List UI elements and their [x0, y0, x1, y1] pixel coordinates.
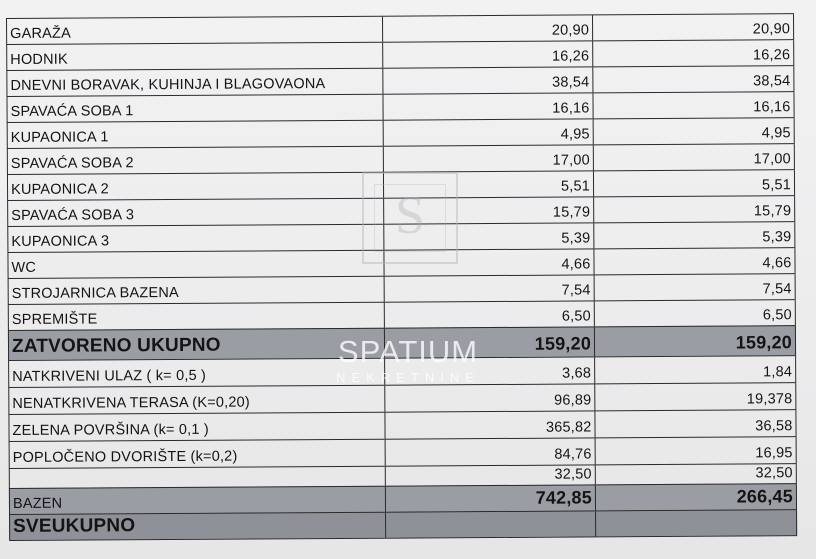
watermark-logo-letter: S: [394, 185, 426, 245]
area-value: 3,68: [384, 357, 594, 384]
area-value: 16,16: [382, 93, 592, 119]
weighted-area-value: 15,79: [593, 196, 795, 222]
weighted-area-value: 16,16: [592, 92, 794, 118]
watermark-title: SPATIUM: [337, 334, 479, 369]
weighted-area-value: 1,84: [594, 356, 796, 383]
grand-total-area-value: [385, 511, 595, 537]
weighted-area-value: 20,90: [592, 14, 794, 40]
area-value: 20,90: [382, 15, 592, 41]
watermark-subtitle: NEKRETNINE: [336, 370, 480, 385]
area-value: 365,82: [384, 411, 594, 438]
area-value: 17,00: [383, 145, 593, 171]
room-label: KUPAONICA 1: [7, 121, 383, 148]
weighted-area-value: 17,00: [593, 144, 795, 170]
room-label: NATKRIVENI ULAZ ( k= 0,5 ): [8, 359, 384, 387]
room-label: KUPAONICA 2: [7, 173, 383, 200]
area-value: 4,95: [383, 119, 593, 145]
room-label: HODNIK: [6, 43, 382, 70]
room-label: SPAVAĆA SOBA 3: [7, 199, 383, 226]
area-value: 84,76: [385, 438, 595, 465]
area-value: 38,54: [382, 67, 592, 93]
room-label: DNEVNI BORAVAK, KUHINJA I BLAGOVAONA: [6, 69, 382, 96]
subtotal-row: [8, 325, 796, 360]
area-value: 6,50: [384, 301, 594, 327]
weighted-area-value: 19,378: [594, 383, 796, 410]
room-label: ZELENA POVRŠINA (k= 0,1 ): [8, 413, 384, 441]
weighted-area-value: 5,39: [593, 222, 795, 248]
room-label: POPLOČENO DVORIŠTE (k=0,2): [9, 440, 385, 468]
room-label: SPREMIŠTE: [8, 303, 384, 330]
subtotal-area-value: 159,20: [384, 327, 594, 357]
weighted-area-value: 6,50: [594, 300, 796, 326]
subtotal-weighted-value: 159,20: [594, 326, 796, 356]
area-value: 5,51: [383, 171, 593, 197]
room-label: SPAVAĆA SOBA 1: [6, 95, 382, 122]
room-label: WC: [7, 251, 383, 278]
room-label: NENATKRIVENA TERASA (K=0,20): [8, 386, 384, 414]
weighted-area-value: 7,54: [594, 274, 796, 300]
weighted-area-value: 5,51: [593, 170, 795, 196]
area-value: 5,39: [383, 223, 593, 249]
area-value: 7,54: [384, 275, 594, 301]
grand-total-weighted-value: [595, 510, 797, 536]
weighted-area-value: 38,54: [592, 66, 794, 92]
room-label: [9, 467, 385, 488]
total-weighted-value: 266,45: [595, 484, 797, 510]
subtotal-label: ZATVORENO UKUPNO: [8, 329, 384, 360]
area-value: 96,89: [384, 384, 594, 411]
area-value: 16,26: [382, 41, 592, 67]
room-label: SPAVAĆA SOBA 2: [7, 147, 383, 174]
weighted-area-value: 36,58: [594, 410, 796, 437]
pool-label: BAZEN: [9, 487, 385, 514]
area-value: 15,79: [383, 197, 593, 223]
area-value: 32,50: [385, 465, 595, 485]
grand-total-label: SVEUKUPNO: [9, 513, 385, 540]
room-label: GARAŽA: [6, 17, 382, 44]
weighted-area-value: 4,95: [593, 118, 795, 144]
weighted-area-value: 16,26: [592, 40, 794, 66]
room-label: KUPAONICA 3: [7, 225, 383, 252]
area-value: 4,66: [383, 249, 593, 275]
area-table: [6, 13, 797, 556]
weighted-area-value: 16,95: [595, 437, 797, 464]
room-label: STROJARNICA BAZENA: [8, 277, 384, 304]
total-area-value: 742,85: [385, 485, 595, 511]
weighted-area-value: 4,66: [593, 248, 795, 274]
weighted-area-value: 32,50: [595, 464, 797, 484]
